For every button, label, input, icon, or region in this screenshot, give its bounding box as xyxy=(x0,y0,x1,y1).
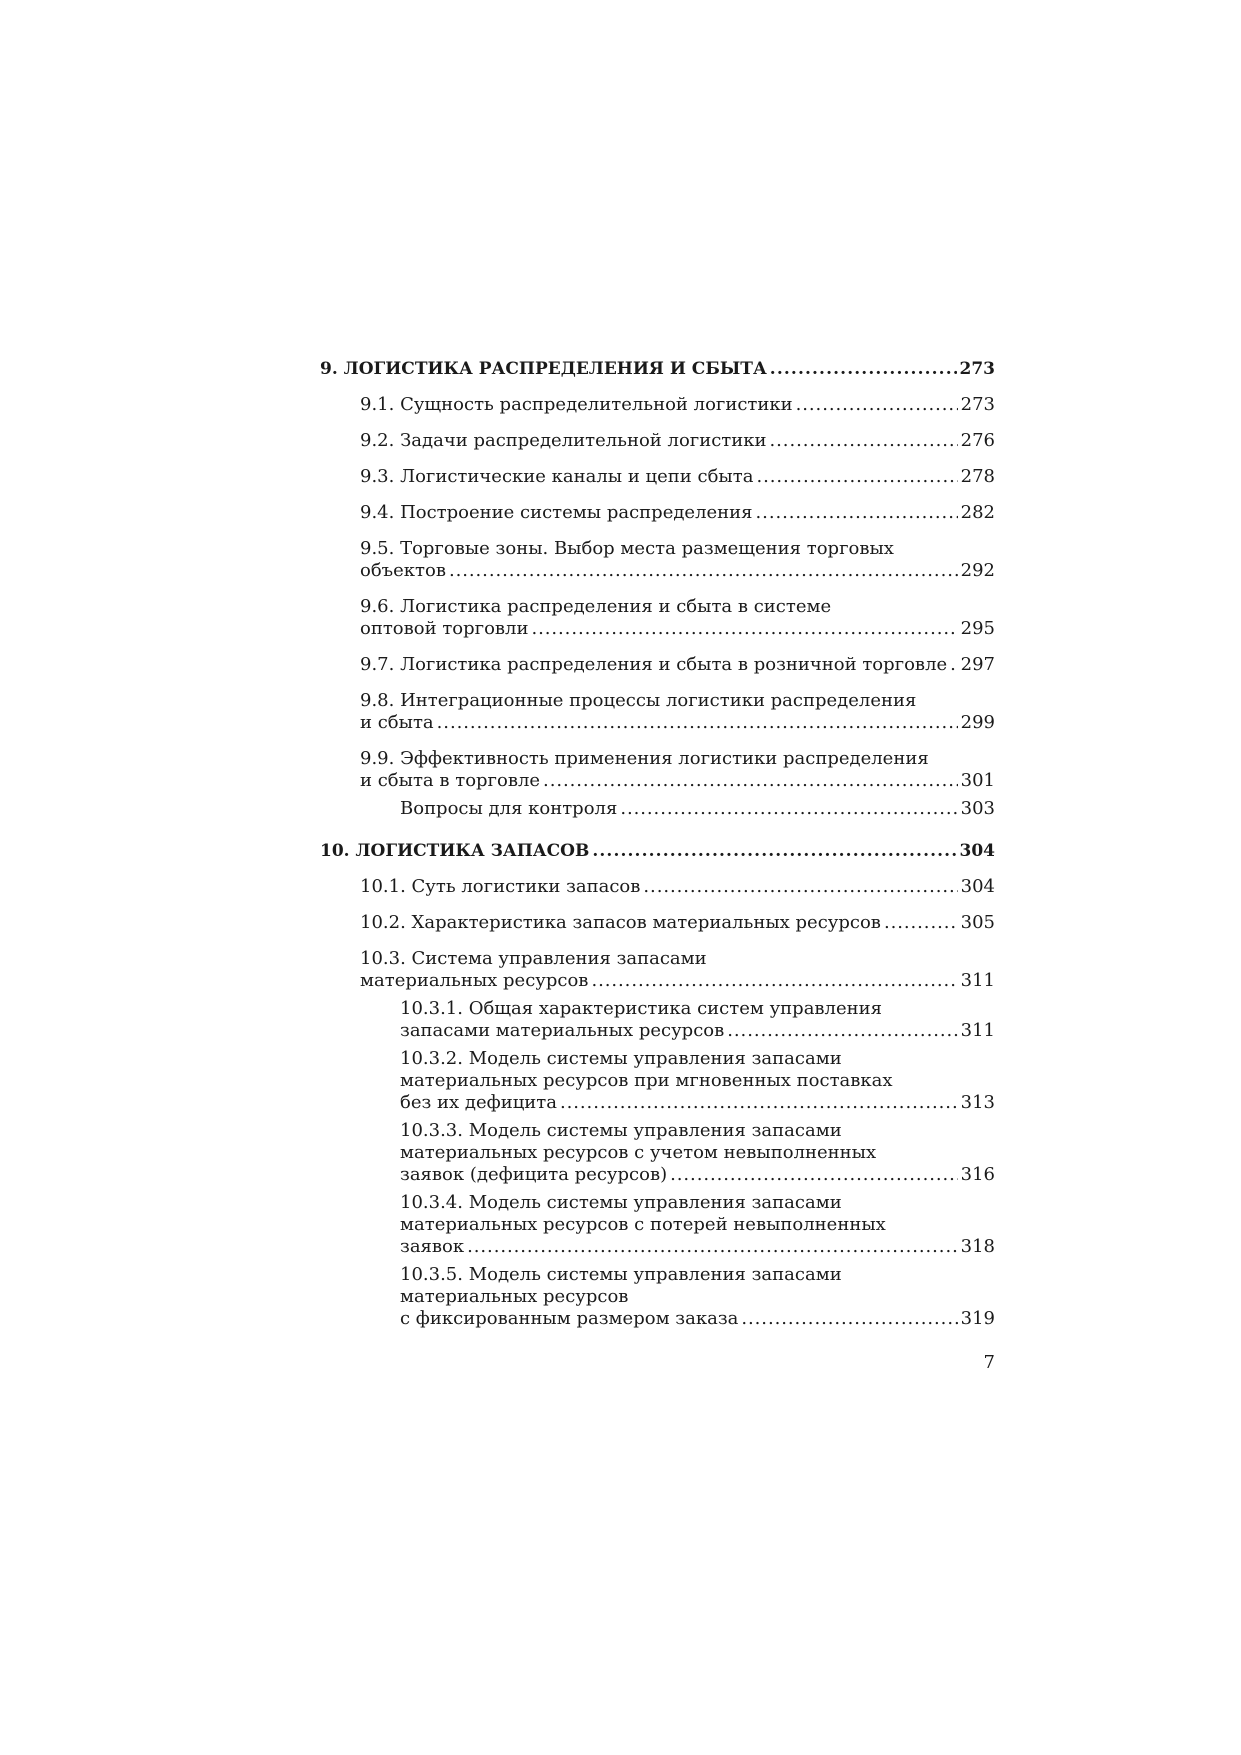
toc-page-number: 273 xyxy=(960,394,995,415)
toc-leader-dots xyxy=(543,770,958,792)
page-number: 7 xyxy=(983,1352,995,1373)
toc-leader-dots xyxy=(620,798,957,820)
toc-section-title: заявок xyxy=(400,1236,465,1257)
toc-page-number: 318 xyxy=(960,1236,995,1257)
toc-page-number: 303 xyxy=(960,798,995,819)
toc-leader-dots xyxy=(741,1308,957,1330)
toc-page-number: 304 xyxy=(960,876,995,897)
toc-leader-dots xyxy=(950,654,957,676)
toc-leader-dots xyxy=(796,394,958,416)
toc-section-title: 9.2. Задачи распределительной логистики xyxy=(360,430,767,451)
toc-leader-dots xyxy=(770,430,958,452)
toc-section-title: без их дефицита xyxy=(400,1092,557,1113)
toc-section-9-4 xyxy=(320,502,995,524)
toc-leader-dots xyxy=(643,876,957,898)
toc-section-10-3 xyxy=(320,948,995,992)
toc-questions-9 xyxy=(320,798,995,820)
toc-section-title: и сбыта в торговле xyxy=(360,770,541,791)
toc-section-title: 9.4. Построение системы распределения xyxy=(360,502,753,523)
toc-subsection-10-3-4 xyxy=(320,1192,995,1258)
toc-section-title-line: 10.3.2. Модель системы управления запасами xyxy=(400,1048,842,1069)
toc-leader-dots xyxy=(560,1092,958,1114)
toc-section-9-5 xyxy=(320,538,995,582)
toc-section-title-line: 10.3.3. Модель системы управления запасами xyxy=(400,1120,842,1141)
toc-leader-dots xyxy=(591,970,957,992)
toc-page-number: 292 xyxy=(960,560,995,581)
toc-chapter-9 xyxy=(320,358,995,380)
toc-section-9-6 xyxy=(320,596,995,640)
toc-section-title: объектов xyxy=(360,560,446,581)
toc-subsection-10-3-1 xyxy=(320,998,995,1042)
toc-leader-dots xyxy=(756,502,958,524)
toc-section-title: с фиксированным размером заказа xyxy=(400,1308,739,1329)
toc-page-number: 273 xyxy=(959,359,995,379)
toc-section-title: 9.7. Логистика распределения и сбыта в розничной торговле xyxy=(360,654,948,675)
toc-leader-dots xyxy=(770,358,957,380)
toc-section-title-line: 9.9. Эффективность применения логистики распределения xyxy=(360,748,929,769)
toc-page-number: 301 xyxy=(960,770,995,791)
table-of-contents xyxy=(320,358,995,1330)
toc-section-title-line: 10.3. Система управления запасами xyxy=(360,948,707,969)
toc-section-9-1 xyxy=(320,394,995,416)
toc-page-number: 313 xyxy=(960,1092,995,1113)
toc-section-title: материальных ресурсов xyxy=(360,970,589,991)
toc-page-number: 278 xyxy=(960,466,995,487)
toc-section-title-line: материальных ресурсов с потерей невыполненных xyxy=(400,1214,886,1235)
toc-chapter-title: 9. ЛОГИСТИКА РАСПРЕДЕЛЕНИЯ И СБЫТА xyxy=(320,359,767,379)
toc-section-title-line: 9.6. Логистика распределения и сбыта в системе xyxy=(360,596,832,617)
toc-leader-dots xyxy=(670,1164,958,1186)
toc-leader-dots xyxy=(449,560,958,582)
toc-leader-dots xyxy=(437,712,958,734)
toc-section-title: запасами материальных ресурсов xyxy=(400,1020,725,1041)
toc-leader-dots xyxy=(592,840,956,862)
toc-section-title: 9.3. Логистические каналы и цепи сбыта xyxy=(360,466,754,487)
toc-leader-dots xyxy=(467,1236,958,1258)
toc-subsection-10-3-5 xyxy=(320,1264,995,1330)
toc-section-title-line: материальных ресурсов xyxy=(400,1286,629,1307)
toc-section-9-8 xyxy=(320,690,995,734)
toc-section-title-line: 9.5. Торговые зоны. Выбор места размещения торговых xyxy=(360,538,894,559)
toc-page-number: 316 xyxy=(960,1164,995,1185)
toc-section-title: оптовой торговли xyxy=(360,618,529,639)
toc-section-9-3 xyxy=(320,466,995,488)
toc-section-title: Вопросы для контроля xyxy=(400,798,618,819)
toc-leader-dots xyxy=(531,618,957,640)
toc-section-9-9 xyxy=(320,748,995,792)
toc-section-title-line: материальных ресурсов с учетом невыполненных xyxy=(400,1142,877,1163)
toc-page-number: 295 xyxy=(960,618,995,639)
toc-section-title-line: 10.3.4. Модель системы управления запасами xyxy=(400,1192,842,1213)
toc-section-title: заявок (дефицита ресурсов) xyxy=(400,1164,668,1185)
toc-section-title: 10.1. Суть логистики запасов xyxy=(360,876,641,897)
toc-subsection-10-3-3 xyxy=(320,1120,995,1186)
toc-section-title: и сбыта xyxy=(360,712,434,733)
toc-section-10-2 xyxy=(320,912,995,934)
toc-section-title-line: 10.3.1. Общая характеристика систем управления xyxy=(400,998,882,1019)
toc-subsection-10-3-2 xyxy=(320,1048,995,1114)
toc-chapter-10 xyxy=(320,840,995,862)
toc-page-number: 276 xyxy=(960,430,995,451)
toc-section-9-7 xyxy=(320,654,995,676)
toc-section-title-line: 10.3.5. Модель системы управления запасами xyxy=(400,1264,842,1285)
toc-leader-dots xyxy=(756,466,957,488)
toc-section-title-line: 9.8. Интеграционные процессы логистики распределения xyxy=(360,690,917,711)
toc-leader-dots xyxy=(727,1020,957,1042)
toc-section-title-line: материальных ресурсов при мгновенных поставках xyxy=(400,1070,893,1091)
toc-chapter-title: 10. ЛОГИСТИКА ЗАПАСОВ xyxy=(320,841,590,861)
toc-page-number: 311 xyxy=(960,970,995,991)
toc-page-number: 297 xyxy=(960,654,995,675)
toc-section-title: 9.1. Сущность распределительной логистики xyxy=(360,394,793,415)
toc-page-number: 304 xyxy=(959,841,995,861)
toc-page-number: 282 xyxy=(960,502,995,523)
toc-section-10-1 xyxy=(320,876,995,898)
toc-section-title: 10.2. Характеристика запасов материальных ресурсов xyxy=(360,912,881,933)
toc-page-number: 305 xyxy=(960,912,995,933)
toc-page-number: 319 xyxy=(960,1308,995,1329)
toc-leader-dots xyxy=(884,912,958,934)
toc-page-number: 311 xyxy=(960,1020,995,1041)
toc-page-number: 299 xyxy=(960,712,995,733)
toc-section-9-2 xyxy=(320,430,995,452)
